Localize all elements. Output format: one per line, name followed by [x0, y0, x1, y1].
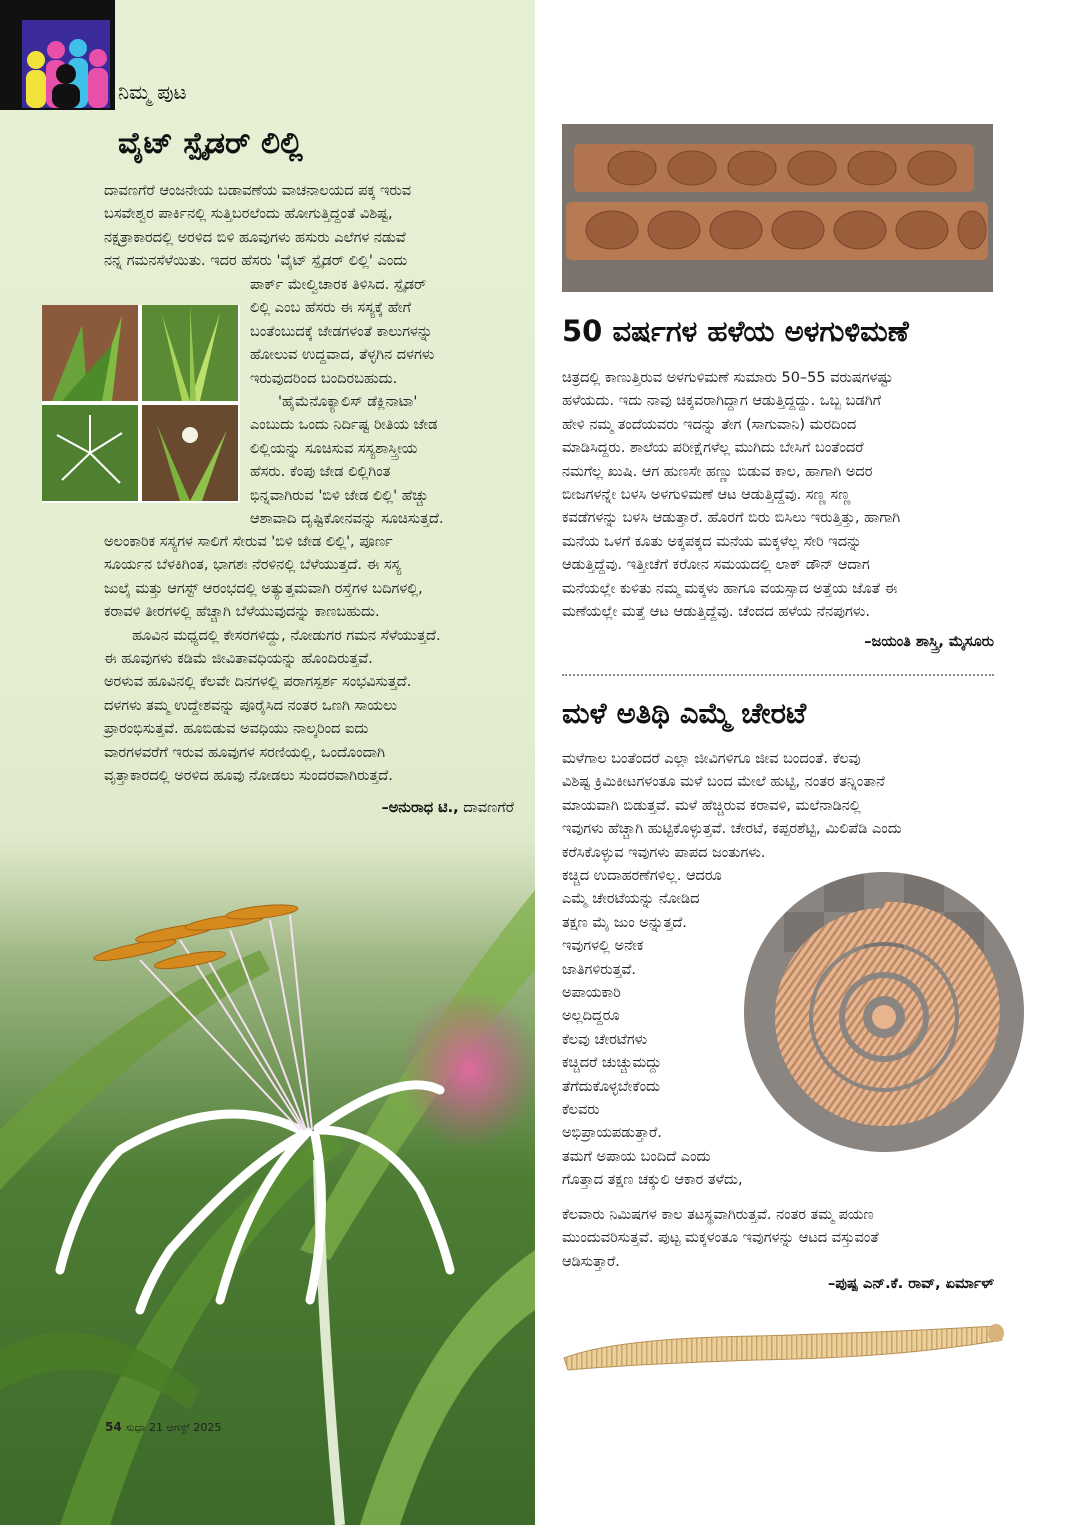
article2-line: ಚಿತ್ರದಲ್ಲಿ ಕಾಣುತ್ತಿರುವ ಅಳಗುಳಿಮಣೆ ಸುಮಾರು 50–55 ವರುಷಗಳಷ್ಟು — [562, 370, 893, 386]
article3-line: ಇವುಗಳು ಹೆಚ್ಚಾಗಿ ಹುಟ್ಟಿಕೊಳ್ಳುತ್ತವೆ. ಚೇರಟೆ, ಕಪ್ಪರಶೆಟ್ಟಿ, ಮಿಲಿಪೆಡಿ ಎಂದು — [562, 821, 902, 838]
article1-line: ಕರಾವಳಿ ತೀರಗಳಲ್ಲಿ ಹೆಚ್ಚಾಗಿ ಬೆಳೆಯುವುದನ್ನು ಕಾಣಬಹುದು. — [104, 604, 380, 621]
article1-line: ಎಂಬುದು ಒಂದು ನಿರ್ದಿಷ್ಟ ರೀತಿಯ ಜೇಡ — [250, 417, 438, 434]
article3-line: ಆಡಿಸುತ್ತಾರೆ. — [562, 1253, 620, 1270]
lily-photo-grid — [42, 305, 240, 503]
article1-line: ಹೋಲುವ ಉದ್ದವಾದ, ತೆಳ್ಳಗಿನ ದಳಗಳು — [250, 347, 435, 364]
article3-line: ತೆಗೆದುಕೊಳ್ಳಬೇಕೆಂದು — [562, 1078, 660, 1095]
lily-photo-2 — [142, 305, 238, 401]
article1-line: ಲಿಲ್ಲಿ ಎಂಬ ಹೆಸರು ಈ ಸಸ್ಯಕ್ಕೆ ಹೇಗೆ — [250, 300, 412, 317]
article1-line: ಅರಳುವ ಹೂವಿನಲ್ಲಿ ಕೆಲವೇ ದಿನಗಳಲ್ಲಿ ಪರಾಗಸ್ಪರ್ಶ ಸಂಭವಿಸುತ್ತದೆ. — [104, 674, 412, 691]
article1-line: ಆಶಾವಾದಿ ದೃಷ್ಟಿಕೋನವನ್ನು ಸೂಚಿಸುತ್ತದೆ. — [250, 511, 444, 528]
article3-line: ಕಚ್ಚಿದರೆ ಚುಚ್ಚುಮದ್ದು — [562, 1055, 662, 1072]
article2-line: ಮಣೆಯಲ್ಲೇ ಮತ್ತೆ ಆಟ ಆಡುತ್ತಿದ್ದೆವು. ಚೆಂದದ ಹಳೆಯ ನೆನಪುಗಳು. — [562, 604, 870, 621]
issue-date: ಸುಧಾ 21 ಆಗಸ್ಟ್ 2025 — [121, 1421, 222, 1434]
article1-intro — [104, 180, 514, 274]
article3-line: ಎಮ್ಮೆ ಚೇರಟೆಯನ್ನು ನೋಡಿದ — [562, 891, 700, 908]
article2-line: ಹೇಳಿ ನಮ್ಮ ತಂದೆಯವರು ಇದನ್ನು ತೇಗ (ಸಾಗುವಾನಿ) ಮರದಿಂದ — [562, 416, 857, 433]
article3-line: ಮುಂದುವರಿಸುತ್ತವೆ. ಪುಟ್ಟ ಮಕ್ಕಳಂತೂ ಇವುಗಳನ್ನು ಆಟದ ವಸ್ತುವಂತೆ — [562, 1230, 879, 1247]
article2-line: ಆಡುತ್ತಿದ್ದೆವು. ಇತ್ತೀಚೆಗೆ ಕರೋನ ಸಮಯದಲ್ಲಿ ಲಾಕ್ ಡೌನ್ ಆದಾಗ — [562, 557, 870, 574]
article3-line: ತಮಗೆ ಅಪಾಯ ಬಂದಿದೆ ಎಂದು — [562, 1148, 711, 1165]
article3-body — [562, 1204, 1002, 1274]
article3-line: ಗೊತ್ತಾದ ತಕ್ಷಣ ಚಕ್ಕುಲಿ ಆಕಾರ ತಳೆದು, — [562, 1172, 743, 1189]
article1-line: 'ಹೈಮೆನೊಕ್ಯಾಲಿಸ್ ಡೆಕ್ಲಿನಾಟಾ' — [278, 394, 418, 411]
article1-line: ಪಾರ್ಕ್ ಮೇಲ್ವಿಚಾರಕ ತಿಳಿಸಿದ. ಸ್ಪೈಡರ್ — [250, 277, 427, 293]
page-number: 54 — [105, 1420, 122, 1434]
article2-author: –ಜಯಂತಿ ಶಾಸ್ತ್ರಿ, ಮೈಸೂರು — [864, 634, 994, 650]
article2-line: ಮಾಡಿಸಿದ್ದರು. ಶಾಲೆಯ ಪರೀಕ್ಷೆಗಳೆಲ್ಲ ಮುಗಿದು ಬೇಸಿಗೆ ಬಂತೆಂದರೆ — [562, 440, 864, 457]
article1-side — [250, 274, 520, 531]
article1-line: ಜುಲೈ ಮತ್ತು ಆಗಸ್ಟ್ ಆರಂಭದಲ್ಲಿ ಅತ್ಯುತ್ತಮವಾಗಿ ರಸ್ತೆಗಳ ಬದಿಗಳಲ್ಲಿ, — [104, 580, 423, 597]
article1-byline — [104, 800, 514, 816]
article1-title: ವೈಟ್ ಸ್ಪೈಡರ್ ಲಿಲ್ಲಿ — [118, 126, 303, 161]
article3-line: ಮಳೆಗಾಲ ಬಂತೆಂದರೆ ಎಲ್ಲಾ ಜೀವಿಗಳಿಗೂ ಜೀವ ಬಂದಂತೆ. ಕೆಲವು — [562, 751, 861, 767]
article3-line: ವಿಶಿಷ್ಟ ಕ್ರಿಮಿಕೀಟಗಳಂತೂ ಮಳೆ ಬಂದ ಮೇಲೆ ಹುಟ್ಟಿ, ನಂತರ ತನ್ನಿಂತಾನೆ — [562, 774, 885, 791]
article1-line: ಇರುವುದರಿಂದ ಬಂದಿರಬಹುದು. — [250, 370, 398, 387]
article1-line: ದಳಗಳು ತಮ್ಮ ಉದ್ದೇಶವನ್ನು ಪೂರೈಸಿದ ನಂತರ ಒಣಗಿ ಸಾಯಲು — [104, 697, 397, 714]
article3-line: ಜಾತಿಗಳಿರುತ್ತವೆ. — [562, 961, 636, 978]
article1-body — [104, 531, 524, 788]
article3-line: ಕರೆಸಿಕೊಳ್ಳುವ ಇವುಗಳು ಪಾಪದ ಜಂತುಗಳು. — [562, 844, 766, 861]
article2-body — [562, 367, 1002, 624]
article3-title: ಮಳೆ ಅತಿಥಿ ಎಮ್ಮೆ ಚೇರಟೆ — [562, 696, 807, 730]
article1-line: ಅಲಂಕಾರಿಕ ಸಸ್ಯಗಳ ಸಾಲಿಗೆ ಸೇರುವ 'ಬಿಳಿ ಜೇಡ ಲಿಲ್ಲಿ', ಪೂರ್ಣ — [104, 534, 393, 550]
article1-line: ಬಂತೆಂಬುದಕ್ಕೆ ಜೇಡಗಳಂತೆ ಕಾಲುಗಳನ್ನು — [250, 323, 433, 340]
people-silhouette-logo — [22, 20, 110, 108]
article2-line: ಕವಡೆಗಳನ್ನು ಬಳಸಿ ಆಡುತ್ತಾರೆ. ಹೊರಗೆ ಬಿರು ಬಿಸಿಲು ಇರುತ್ತಿತ್ತು, ಹಾಗಾಗಿ — [562, 510, 901, 527]
article3-line: ಕೆಲವು ಚೇರಟೆಗಳು — [562, 1031, 648, 1048]
article3-intro — [562, 748, 1002, 865]
article3-line: ಕೆಲವರು — [562, 1102, 600, 1119]
article1-line: ಪ್ರಾರಂಭಿಸುತ್ತವೆ. ಹೂಬಿಡುವ ಅವಧಿಯು ನಾಲ್ಕರಿಂದ ಐದು — [104, 721, 369, 738]
page-footer — [105, 1420, 221, 1435]
article3-line: ಇವುಗಳಲ್ಲಿ ಅನೇಕ — [562, 938, 644, 955]
article1-line: ಈ ಹೂವುಗಳು ಕಡಿಮೆ ಜೀವಿತಾವಧಿಯನ್ನು ಹೊಂದಿರುತ್ತವೆ. — [104, 651, 373, 668]
article1-line: ವೃತ್ತಾಕಾರದಲ್ಲಿ ಅರಳಿದ ಹೂವು ನೋಡಲು ಸುಂದರವಾಗಿರುತ್ತದೆ. — [104, 768, 393, 785]
lily-photo-3 — [42, 405, 138, 501]
article3-line: ಕೆಲವಾರು ನಿಮಿಷಗಳ ಕಾಲ ತಟಸ್ಥವಾಗಿರುತ್ತವೆ. ನಂತರ ತಮ್ಮ ಪಯಣ — [562, 1207, 874, 1223]
article2-line: ಹಳೆಯದು. ಇದು ನಾವು ಚಿಕ್ಕವರಾಗಿದ್ದಾಗ ಆಡುತ್ತಿದ್ದದ್ದು. ಒಬ್ಬ ಬಡಗಿಗೆ — [562, 393, 882, 410]
article3-line: ಕಚ್ಚಿದ ಉದಾಹರಣೆಗಳಿಲ್ಲ. ಆದರೂ — [562, 868, 722, 884]
article1-line: ನನ್ನ ಗಮನಸೆಳೆಯಿತು. ಇದರ ಹೆಸರು 'ವೈಟ್ ಸ್ಪೈಡರ್ ಲಿಲ್ಲಿ' ಎಂದು — [104, 253, 408, 270]
article1-line: ಬಸವೇಶ್ವರ ಪಾರ್ಕಿನಲ್ಲಿ ಸುತ್ತಿಬರಲೆಂದು ಹೋಗುತ್ತಿದ್ದಂತೆ ವಿಶಿಷ್ಟ, — [104, 206, 393, 223]
article3-author: –ಪುಷ್ಪ ಎನ್.ಕೆ. ರಾವ್, ಏರ್ಮಾಳ್ — [827, 1276, 994, 1292]
alaguli-mane-photo — [562, 124, 993, 292]
article1-line: ಹೂವಿನ ಮಧ್ಯದಲ್ಲಿ ಕೇಸರಗಳಿದ್ದು, ನೋಡುಗರ ಗಮನ ಸೆಳೆಯುತ್ತದೆ. — [132, 627, 441, 644]
article1-place: ದಾವಣಗೆರೆ — [458, 800, 514, 816]
article3-side — [562, 865, 797, 1193]
article1-line: ಸೂರ್ಯನ ಬೆಳಕಿಗಿಂತ, ಭಾಗಶಃ ನೆರಳಿನಲ್ಲಿ ಬೆಳೆಯುತ್ತದೆ. ಈ ಸಸ್ಯ — [104, 557, 402, 574]
article1-line: ನಕ್ಷತ್ರಾಕಾರದಲ್ಲಿ ಅರಳಿದ ಬಿಳಿ ಹೂವುಗಳು ಹಸುರು ಎಲೆಗಳ ನಡುವೆ — [104, 229, 406, 246]
section-divider — [562, 674, 994, 676]
article3-line: ಅಲ್ಲದಿದ್ದರೂ — [562, 1008, 620, 1025]
article1-author: –ಅನುರಾಧ ಟಿ., — [381, 800, 459, 816]
article1-line: ಲಿಲ್ಲಿಯನ್ನು ಸೂಚಿಸುವ ಸಸ್ಯಶಾಸ್ತ್ರೀಯ — [250, 440, 418, 457]
article2-line: ಮನೆಯ ಒಳಗೆ ಕೂತು ಅಕ್ಕಪಕ್ಕದ ಮನೆಯ ಮಕ್ಕಳೆಲ್ಲ ಸೇರಿ ಇದನ್ನು — [562, 533, 862, 550]
article2-line: ಮನೆಯಲ್ಲೇ ಕುಳಿತು ನಮ್ಮ ಮಕ್ಕಳು ಹಾಗೂ ವಯಸ್ಸಾದ ಅತ್ತೆಯ ಜೊತೆ ಈ — [562, 580, 898, 597]
article3-line: ಮಾಯವಾಗಿ ಬಿಡುತ್ತವೆ. ಮಳೆ ಹೆಚ್ಚಿರುವ ಕರಾವಳಿ, ಮಲೆನಾಡಿನಲ್ಲಿ — [562, 797, 861, 814]
lily-photo-4 — [142, 405, 238, 501]
article2-line: ಬೀಜಗಳನ್ನೇ ಬಳಸಿ ಅಳಗುಳಿಮಣೆ ಆಟ ಆಡುತ್ತಿದ್ದೆವು. ಸಣ್ಣ ಸಣ್ಣ — [562, 487, 851, 504]
article2-line: ನಮಗೆಲ್ಲ ಖುಷಿ. ಆಗ ಹುಣಸೇ ಹಣ್ಣು ಬಿಡುವ ಕಾಲ, ಹಾಗಾಗಿ ಅದರ — [562, 463, 873, 480]
article3-line: ಅಭಿಪ್ರಾಯಪಡುತ್ತಾರೆ. — [562, 1125, 662, 1142]
article1-line: ದಾವಣಗೆರೆ ಆಂಜನೇಯ ಬಡಾವಣೆಯ ವಾಚನಾಲಯದ ಪಕ್ಕ ಇರುವ — [104, 183, 411, 199]
section-tag: ನಿಮ್ಮ ಪುಟ — [118, 80, 187, 104]
millipede-photo — [556, 1318, 1006, 1378]
article1-line: ಭಿನ್ನವಾಗಿರುವ 'ಬಿಳಿ ಜೇಡ ಲಿಲ್ಲಿ' ಹೆಚ್ಚು — [250, 487, 429, 504]
article2-title: 50 ವರ್ಷಗಳ ಹಳೆಯ ಅಳಗುಳಿಮಣೆ — [562, 314, 909, 348]
spider-lily-photo — [0, 830, 535, 1525]
article3-line: ತಕ್ಷಣ ಮೈ ಜುಂ ಅನ್ನುತ್ತದೆ. — [562, 914, 687, 931]
lily-photo-1 — [42, 305, 138, 401]
article1-line: ವಾರಗಳವರೆಗೆ ಇರುವ ಹೂವುಗಳ ಸರಣಿಯಲ್ಲಿ, ಒಂದೊಂದಾಗಿ — [104, 744, 386, 761]
article3-line: ಅಪಾಯಕಾರಿ — [562, 985, 621, 1002]
article1-line: ಹೆಸರು. ಕೆಂಪು ಜೇಡ ಲಿಲ್ಲಿಗಿಂತ — [250, 464, 391, 481]
